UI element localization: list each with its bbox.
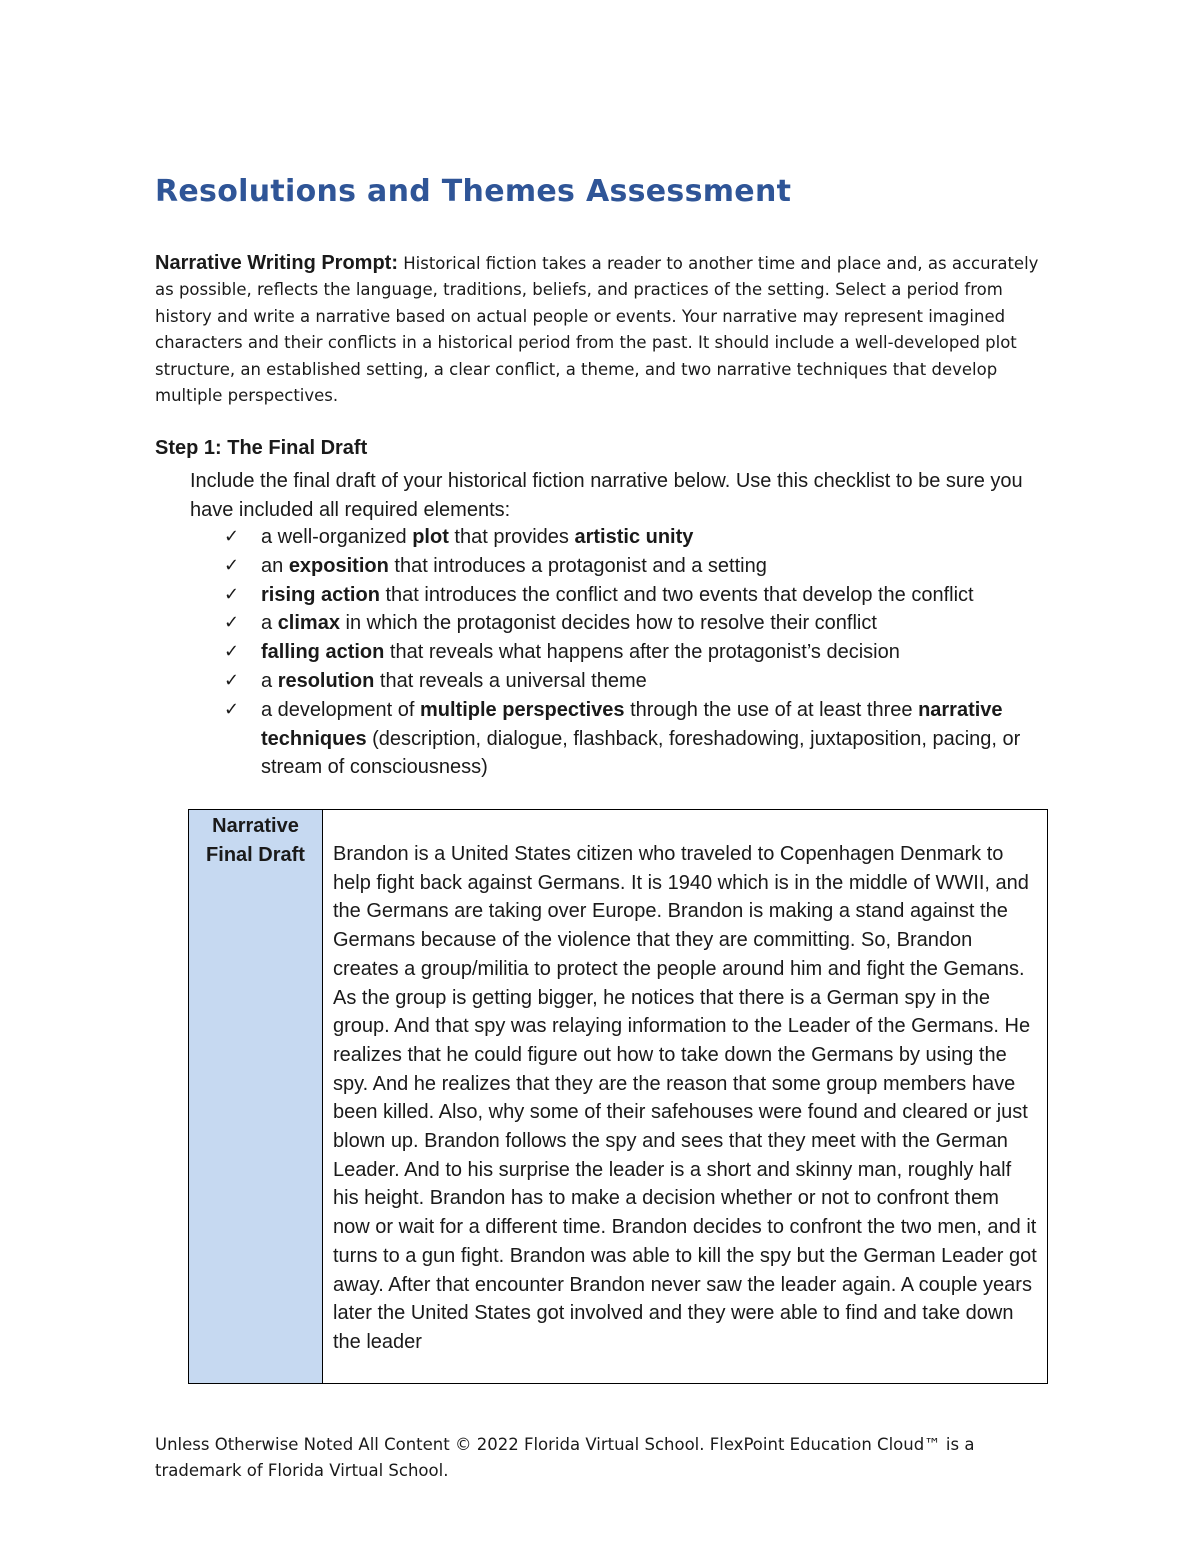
checklist-term: multiple perspectives (420, 698, 625, 721)
step-1-instructions: Include the final draft of your historical fiction narrative below. Use this checklist to be sure you have included all required elements: (190, 470, 1023, 521)
copyright-footer: Unless Otherwise Noted All Content © 2022 Florida Virtual School. FlexPoint Education Cloud™ is a trademark of Florida Virtual School. (155, 1435, 975, 1480)
final-draft-table (188, 809, 1048, 1384)
narrative-draft-text: Brandon is a United States citizen who traveled to Copenhagen Denmark to help fight back against Germans. It is 1940 which is in the middle of WWII, and the Germans are taking over Europe. Brandon is making a stand against the Germans because of the violence that they are committing. So, Brandon creates a group/militia to protect the people around him and fight the Gemans. As the group is getting bigger, he notices that there is a German spy in the group. And that spy was relaying information to the Leader of the Germans. He realizes that he could figure out how to take down the Germans by using the spy. And he realizes that they are the reason that some group members have been killed. Also, why some of their safehouses were found and cleared or just blown up. Brandon follows the spy and sees that they meet with the German Leader. And to his surprise the leader is a short and skinny man, roughly half his height. Brandon has to make a decision whether or not to confront them now or wait for a different time. Brandon decides to confront the two men, and it turns to a gun fight. Brandon was able to kill the spy but the German Leader got away. After that encounter Brandon never saw the leader again. A couple years later the United States got involved and they were able to find and take down the leader (333, 843, 1037, 1353)
checklist-term: artistic unity (574, 526, 694, 548)
checklist-term: narrative techniques (261, 698, 1003, 750)
table-row (189, 810, 1048, 1384)
checklist-item (222, 581, 1052, 610)
checklist-item (222, 638, 1052, 667)
draft-label: Narrative Final Draft (206, 815, 305, 866)
checklist-text: in which the protagonist decides how to resolve their conflict (339, 612, 877, 635)
prompt-label: Narrative Writing Prompt: (155, 252, 398, 274)
draft-text-cell[interactable] (323, 810, 1048, 1384)
checklist-term: falling action (261, 641, 385, 664)
checklist-text: that reveals a universal theme (374, 669, 647, 692)
checkmark-icon: ✓ (224, 526, 240, 547)
requirements-checklist (222, 523, 1052, 782)
checklist-text: an (261, 554, 289, 577)
checklist-text: that introduces a protagonist and a setting (388, 554, 767, 577)
checklist-term: resolution (277, 669, 375, 692)
checkmark-icon: ✓ (224, 554, 240, 576)
writing-prompt (155, 250, 1045, 409)
prompt-text: Historical fiction takes a reader to another time and place and, as accurately as possible, reflects the language, traditions, beliefs, and practices of the setting. Select a period from history and write a narrative based on actual people or events. Your narrative may represent imagined characters and their conflicts in a historical period from the past. It should include a well-developed plot structure, an established setting, a clear conflict, a theme, and two narrative techniques that develop multiple perspectives. (155, 254, 1039, 406)
checklist-item (222, 696, 1052, 782)
checklist-item (222, 523, 1052, 552)
draft-label-cell (189, 810, 323, 1384)
checklist-text: a (261, 669, 278, 692)
checklist-text: (description, dialogue, flashback, foreshadowing, juxtaposition, pacing, or stream of consciousness) (261, 727, 1021, 779)
checkmark-icon: ✓ (224, 641, 240, 663)
checklist-term: exposition (288, 554, 389, 577)
checklist-text: that provides (448, 526, 575, 548)
checkmark-icon: ✓ (224, 612, 240, 634)
checklist-text: that reveals what happens after the protagonist’s decision (384, 641, 900, 664)
checklist-item (222, 609, 1052, 638)
checklist-text: a (261, 612, 278, 635)
checklist-item (222, 667, 1052, 696)
checklist-text: that introduces the conflict and two events that develop the conflict (379, 583, 974, 606)
checklist-text: through the use of at least three (624, 698, 919, 721)
checklist-term: plot (412, 526, 449, 548)
checklist-text: a development of (261, 698, 420, 721)
checklist-item (222, 552, 1052, 581)
step-1-heading: Step 1: The Final Draft (155, 437, 368, 459)
checklist-term: rising action (261, 583, 380, 606)
checklist-text: a well-organized (261, 526, 413, 548)
checkmark-icon: ✓ (224, 698, 240, 720)
checklist-term: climax (277, 612, 340, 635)
checkmark-icon: ✓ (224, 669, 240, 691)
page-title: Resolutions and Themes Assessment (155, 174, 792, 209)
checkmark-icon: ✓ (224, 583, 240, 605)
